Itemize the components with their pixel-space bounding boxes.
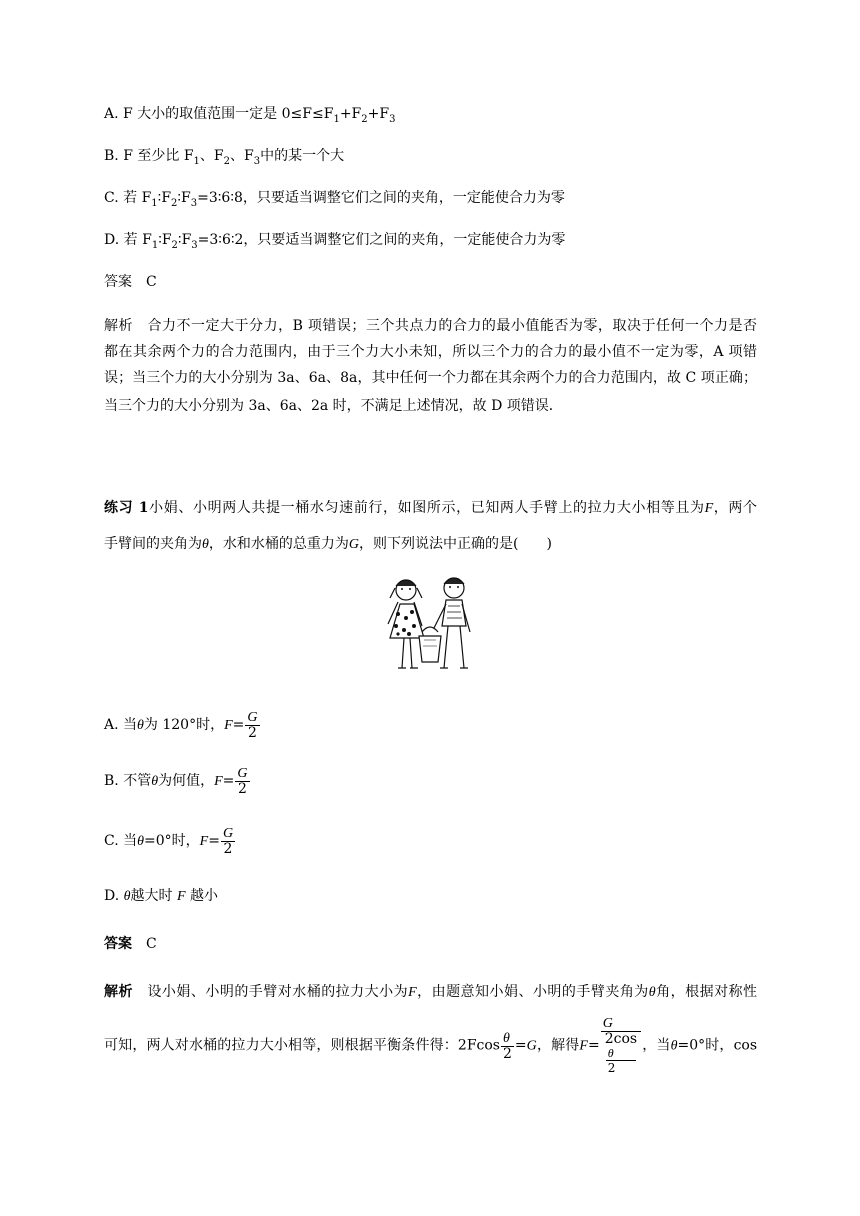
- option-a-q2: A. 当θ为 120°时，F= $\frac{G}{2}$: [104, 710, 258, 741]
- fraction-g-over-2: $\frac{G}{2}$: [237, 766, 248, 797]
- option-b-q2: B. 不管θ为何值，F= $\frac{G}{2}$: [104, 766, 248, 797]
- option-d-q1: D. 若 $F_1∶F_2∶F_3=3∶6∶2$，只要适当调整它们之间的夹角，一定能使合力为零: [104, 232, 566, 251]
- analysis-q1-line1: 解析 合力不一定大于分力，B 项错误；三个共点力的合力的最小值能否为零，取决于任何一个力是否: [104, 318, 757, 334]
- option-b-q1: B. F 至少比 $F_1$、$F_2$、$F_3$中的某一个大: [104, 148, 345, 167]
- exercise-1-line1: 练习 1小娟、小明两人共提一桶水匀速前行，如图所示，已知两人手臂上的拉力大小相等且为F，两个: [104, 500, 758, 516]
- fraction-theta-over-2: $\frac{\theta}{2}$: [503, 1030, 512, 1062]
- option-c-q1: C. 若 $F_1∶F_2∶F_3=3∶6∶8$，只要适当调整它们之间的夹角，一定能使合力为零: [104, 190, 565, 209]
- fraction-g-over-2: $\frac{G}{2}$: [222, 826, 234, 857]
- answer-q1: 答案 C: [104, 274, 157, 290]
- children-carrying-bucket-illustration: [376, 574, 486, 678]
- fraction-g-over-2: $\frac{G}{2}$: [247, 710, 258, 741]
- analysis-q1-line2: 都在其余两个力的合力范围内，由于三个力大小未知，所以三个力的合力的最小值不一定为零，A 项错: [104, 344, 757, 360]
- analysis-q2-line2: 可知，两人对水桶的拉力大小相等，则根据平衡条件得：2Fcos $\frac{\theta}{2}$ =G，解得F= G 2cos θ 2 ，当θ=0°时，cos: [104, 1016, 758, 1075]
- fraction-g-over-2cos: G 2cos θ 2: [601, 1016, 641, 1075]
- option-d-q2: D. θ越大时 F 越小: [104, 888, 218, 904]
- analysis-q1-line4: 当三个力的大小分别为 3a、6a、2a 时，不满足上述情况，故 D 项错误．: [104, 398, 563, 414]
- exercise-1-line2: 手臂间的夹角为θ，水和水桶的总重力为G，则下列说法中正确的是( ): [104, 536, 552, 552]
- answer-q2: 答案 C: [104, 936, 157, 952]
- option-a-q1: A. F 大小的取值范围一定是 $0\le F\le F_1+F_2+F_3$: [104, 106, 396, 125]
- analysis-q2-line1: 解析 设小娟、小明的手臂对水桶的拉力大小为F，由题意知小娟、小明的手臂夹角为θ角，根据对称性: [104, 984, 758, 1000]
- analysis-q1-line3: 误；当三个力的大小分别为 3a、6a、8a，其中任何一个力都在其余两个力的合力范围内，故 C 项正确；: [104, 370, 757, 386]
- option-c-q2: C. 当θ=0°时，F= $\frac{G}{2}$: [104, 826, 234, 857]
